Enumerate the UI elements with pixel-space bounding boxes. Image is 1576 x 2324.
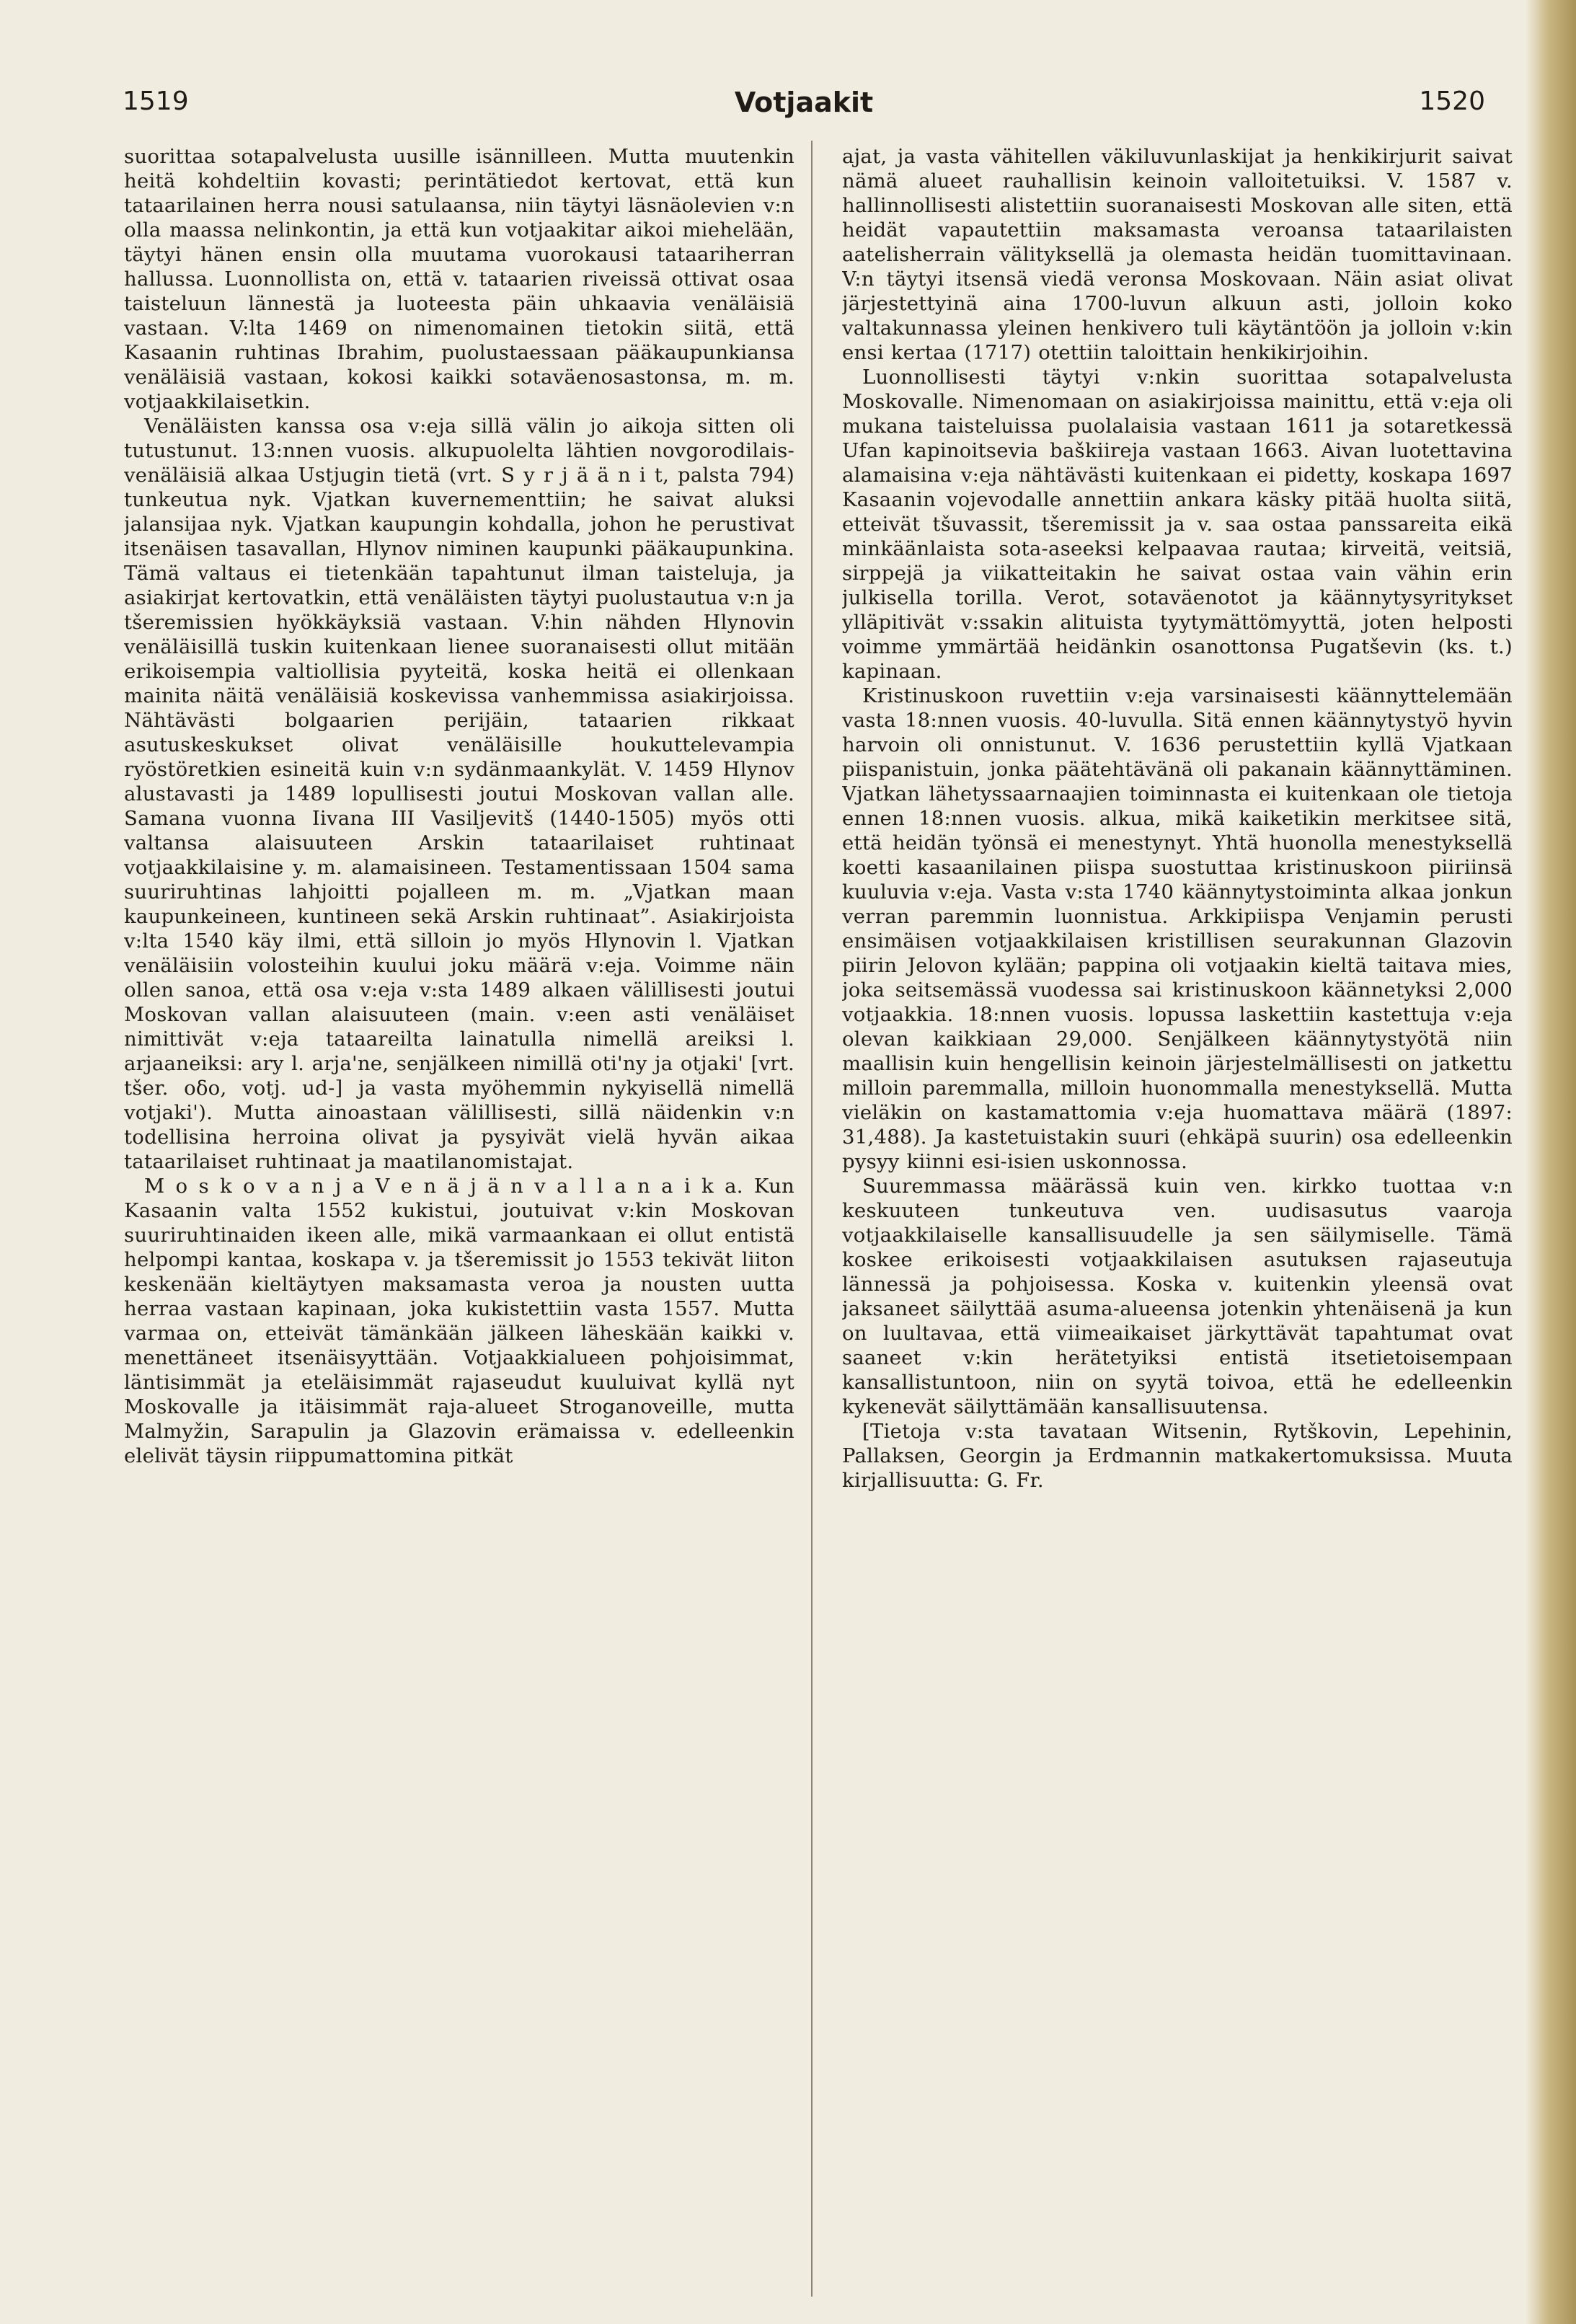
- paragraph: M o s k o v a n j a V e n ä j ä n v a l l a n a i k a. Kun Kasaanin valta 1552 kukistui, joutuivat v:kin Moskovan suuriruhtinaiden ikeen alle, mikä varmaankaan ei ollut entistä helpompi kantaa, koskapa v. ja tšeremissit jo 1553 tekivät liiton keskenään kieltäytyen maksamasta veroa ja nousten uutta herraa vastaan kapinaan, joka kukistettiin vasta 1557. Mutta varmaa on, etteivät tämänkään jälkeen läheskään kaikki v. menettäneet itsenäisyyttään. Votjaakkialueen pohjoisimmat, läntisimmät ja eteläisimmät rajaseudut kuuluivat kyllä nyt Moskovalle ja itäisimmät raja-alueet Stroganoveille, mutta Malmyžin, Sarapulin ja Glazovin erämaissa v. edelleenkin elelivät täysin riippumattomina pitkät: [124, 1175, 794, 1467]
- paragraph: suorittaa sotapalvelusta uusille isännilleen. Mutta muutenkin heitä kohdeltiin kovasti; perintätiedot kertovat, että kun tataarilainen herra nousi satulaansa, niin täytyi läsnäolevien v:n olla maassa nelinkontin, ja että kun votjaakitar aikoi miehelään, täytyi hänen ensin olla muutama vuorokausi tataariherran hallussa. Luonnollista on, että v. tataarien riveissä ottivat osaa taisteluun lännestä ja luoteesta päin uhkaavia venäläisiä vastaan. V:lta 1469 on nimenomainen tietokin siitä, että Kasaanin ruhtinas Ibrahim, puolustaessaan pääkaupunkiansa venäläisiä vastaan, kokosi kaikki sotaväenosastonsa, m. m. votjaakkilaisetkin.: [124, 145, 794, 413]
- paragraph: ajat, ja vasta vähitellen väkiluvunlaskijat ja henkikirjurit saivat nämä alueet rauhallisin keinoin valloitetuiksi. V. 1587 v. hallinnollisesti alistettiin suoranaisesti Moskovan alle siten, että heidät vapautettiin maksamasta veroansa tataarilaisten aatelisherrain välityksellä ja olemasta heidän tuomittavinaan. V:n täytyi itsensä viedä veronsa Moskovaan. Näin asiat olivat järjestettyinä aina 1700-luvun alkuun asti, jolloin koko valtakunnassa yleinen henkivero tuli käytäntöön ja jolloin v:kin ensi kertaa (1717) otettiin taloittain henkikirjoihin.: [842, 145, 1513, 364]
- paragraph: Kristinuskoon ruvettiin v:eja varsinaisesti käännyttelemään vasta 18:nnen vuosis. 40-luvulla. Sitä ennen käännytystyö hyvin harvoin oli onnistunut. V. 1636 perustettiin kyllä Vjatkaan piispanistuin, jonka päätehtävänä oli pakanain käännyttäminen. Vjatkan lähetyssaarnaajien toiminnasta ei kuitenkaan ole tietoja ennen 18:nnen vuosis. alkua, mikä kaiketikin merkitsee sitä, että heidän työnsä ei menestynyt. Yhtä huonolla menestyksellä koetti kasaanilainen piispa suostuttaa kristinuskoon piiriinsä kuuluvia v:eja. Vasta v:sta 1740 käännytystoiminta alkaa jonkun verran paremmin luonnistua. Arkkipiispa Venjamin perusti ensimäisen votjaakkilaisen kristillisen seurakunnan Glazovin piirin Jelovon kylään; pappina oli votjaakin kieltä taitava mies, joka seitsemässä vuodessa sai kristinuskoon käännetyksi 2,000 votjaakkia. 18:nnen vuosis. lopussa laskettiin kastettuja v:eja olevan kaikkiaan 29,000. Senjälkeen käännytystyötä niin maallisin kuin hengellisin keinoin järjestelmällisesti on jatkettu milloin paremmalla, milloin huonommalla menestyksellä. Mutta vieläkin on kastamattomia v:eja huomattava määrä (1897: 31,488). Ja kastetuistakin suuri (ehkäpä suurin) osa edelleenkin pysyy kiinni esi-isien uskonnossa.: [842, 684, 1513, 1173]
- left-column: [124, 144, 794, 2300]
- column-divider: [811, 141, 813, 2297]
- page-number-right: 1520: [1419, 87, 1485, 116]
- paragraph: Venäläisten kanssa osa v:eja sillä välin jo aikoja sitten oli tutustunut. 13:nnen vuosis. alkupuolelta lähtien novgorodilais-venäläisiä alkaa Ustjugin tietä (vrt. S y r j ä ä n i t, palsta 794) tunkeutua nyk. Vjatkan kuvernementtiin; he saivat aluksi jalansijaa nyk. Vjatkan kaupungin kohdalla, johon he perustivat itsenäisen tasavallan, Hlynov niminen kaupunki pääkaupunkina. Tämä valtaus ei tietenkään tapahtunut ilman taisteluja, ja asiakirjat kertovatkin, että venäläisten täytyi puolustautua v:n ja tšeremissien hyökkäyksiä vastaan. V:hin nähden Hlynovin venäläisillä tuskin kuitenkaan lienee suoranaisesti ollut mitään erikoisempia valtiollisia pyyteitä, koska heitä ei ollenkaan mainita näitä venäläisiä koskevissa vanhemmissa asiakirjoissa. Nähtävästi bolgaarien perijäin, tataarien rikkaat asutuskeskukset olivat venäläisille houkuttelevampia ryöstöretkien esineitä kuin v:n sydänmaankylät. V. 1459 Hlynov alustavasti ja 1489 lopullisesti joutui Moskovan vallan alle. Samana vuonna Iivana III Vasiljevitš (1440-1505) myös otti valtansa alaisuuteen Arskin tataarilaiset ruhtinaat votjaakkilaisine y. m. alamaisineen. Testamentissaan 1504 sama suuriruhtinas lahjoitti pojalleen m. m. „Vjatkan maan kaupunkeineen, kuntineen sekä Arskin ruhtinaat”. Asiakirjoista v:lta 1540 käy ilmi, että silloin jo myös Hlynovin l. Vjatkan venäläisiin volosteihin kuului joku määrä v:eja. Voimme näin ollen sanoa, että osa v:eja v:sta 1489 alkaen välillisesti joutui Moskovan vallan alaisuuteen (main. v:een asti venäläiset nimittivät v:eja tataareilta lainatulla nimellä areiksi l. arjaaneiksi: ary l. arja'ne, senjälkeen nimillä oti'ny ja otjaki' [vrt. tšer. oδo, votj. ud-] ja vasta myöhemmin nykyisellä nimellä votjaki'). Mutta ainoastaan välillisesti, sillä näidenkin v:n todellisina herroina olivat ja pysyivät vielä hyvän aikaa tataarilaiset ruhtinaat ja maatilanomistajat.: [124, 415, 794, 1173]
- page-edge-shadow: [1526, 0, 1576, 2324]
- paragraph: Luonnollisesti täytyi v:nkin suorittaa sotapalvelusta Moskovalle. Nimenomaan on asiakirjoissa mainittu, että v:eja oli mukana taisteluissa puolalaisia vastaan 1611 ja sotaretkessä Ufan kapinoitsevia baškiireja vastaan 1663. Aivan luotettavina alamaisina v:eja nähtävästi kuitenkaan ei pidetty, koskapa 1697 Kasaanin vojevodalle annettiin ankara käsky pitää huolta siitä, etteivät tšuvassit, tšeremissit ja v. saa ostaa panssareita eikä minkäänlaista sota-aseeksi kelpaavaa rautaa; kirveitä, veitsiä, sirppejä ja viikatteitakin he saivat ostaa vain vähin erin julkisella torilla. Verot, sotaväenotot ja käännytysyritykset ylläpitivät v:ssakin alituista tyytymättömyyttä, joten helposti voimme ymmärtää heidänkin osanottonsa Pugatševin (ks. t.) kapinaan.: [842, 366, 1513, 683]
- paragraph: [Tietoja v:sta tavataan Witsenin, Rytškovin, Lepehinin, Pallaksen, Georgin ja Erdmannin matkakertomuksissa. Muuta kirjallisuutta: G. Fr.: [842, 1420, 1513, 1492]
- right-column: [842, 144, 1513, 2300]
- page-title: Votjaakit: [734, 87, 874, 118]
- page-number-left: 1519: [123, 87, 189, 116]
- paragraph: Suuremmassa määrässä kuin ven. kirkko tuottaa v:n keskuuteen tunkeutuva ven. uudisasutus vaaroja votjaakkilaiselle kansallisuudelle ja sen säilymiselle. Tämä koskee erikoisesti votjaakkilaisen asutuksen rajaseutuja lännessä ja pohjoisessa. Koska v. kuitenkin yleensä ovat jaksaneet säilyttää asuma-alueensa jotenkin yhtenäisenä ja kun on luultavaa, että viimeaikaiset järkyttävät tapahtumat ovat saaneet v:kin herätetyiksi entistä itsetietoisempaan kansallistuntoon, niin on syytä toivoa, että he edelleenkin kykenevät säilyttämään kansallisuutensa.: [842, 1175, 1513, 1418]
- page-header: [123, 87, 1485, 130]
